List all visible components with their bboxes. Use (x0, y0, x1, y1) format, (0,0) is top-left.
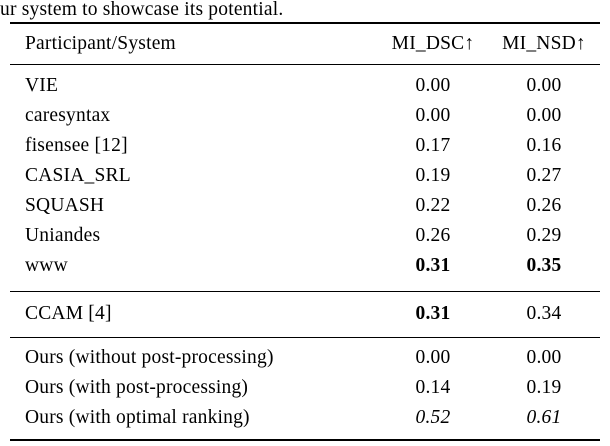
row-label: www (25, 255, 68, 276)
table-row (10, 71, 600, 101)
nsd-value: 0.00 (526, 75, 562, 96)
header-mi-dsc: MI_DSC↑ (391, 33, 475, 54)
table-row (10, 221, 600, 251)
nsd-value: 0.61 (526, 407, 562, 428)
table-row (10, 161, 600, 191)
row-label: CASIA_SRL (25, 165, 131, 186)
nsd-value: 0.00 (526, 347, 562, 368)
table-row (10, 191, 600, 221)
caption-text: ur system to showcase its potential. (0, 0, 284, 20)
dsc-value: 0.31 (415, 255, 451, 276)
nsd-value: 0.16 (526, 135, 562, 156)
dsc-value: 0.17 (415, 135, 451, 156)
dsc-value: 0.00 (415, 75, 451, 96)
dsc-value: 0.00 (415, 105, 451, 126)
dsc-value: 0.14 (415, 377, 451, 398)
table-row (10, 251, 600, 281)
row-label: Ours (with post-processing) (25, 377, 249, 398)
header-participant-system: Participant/System (25, 33, 176, 54)
table-row (10, 403, 600, 433)
table-header-row (10, 24, 600, 64)
row-label: SQUASH (25, 195, 105, 216)
row-label: caresyntax (25, 105, 111, 126)
dsc-value: 0.52 (415, 407, 451, 428)
table-row (10, 101, 600, 131)
results-table (10, 22, 600, 441)
dsc-value: 0.00 (415, 347, 451, 368)
row-label: CCAM [4] (25, 303, 112, 324)
ccam-section (10, 292, 600, 337)
dsc-value: 0.22 (415, 195, 451, 216)
nsd-value: 0.00 (526, 105, 562, 126)
nsd-value: 0.34 (526, 303, 562, 324)
dsc-value: 0.19 (415, 165, 451, 186)
row-label: Ours (with optimal ranking) (25, 407, 250, 428)
table-row (10, 373, 600, 403)
nsd-value: 0.29 (526, 225, 562, 246)
row-label: Ours (without post-processing) (25, 347, 274, 368)
table-row (10, 299, 600, 329)
ours-section (10, 338, 600, 439)
dsc-value: 0.31 (415, 303, 451, 324)
nsd-value: 0.26 (526, 195, 562, 216)
table-row (10, 131, 600, 161)
row-label: Uniandes (25, 225, 101, 246)
row-label: fisensee [12] (25, 135, 128, 156)
nsd-value: 0.27 (526, 165, 562, 186)
participants-section (10, 65, 600, 291)
nsd-value: 0.19 (526, 377, 562, 398)
dsc-value: 0.26 (415, 225, 451, 246)
header-mi-nsd: MI_NSD↑ (502, 33, 586, 54)
row-label: VIE (25, 75, 59, 96)
table-bottom-rule (10, 439, 600, 441)
nsd-value: 0.35 (526, 255, 562, 276)
table-row (10, 343, 600, 373)
